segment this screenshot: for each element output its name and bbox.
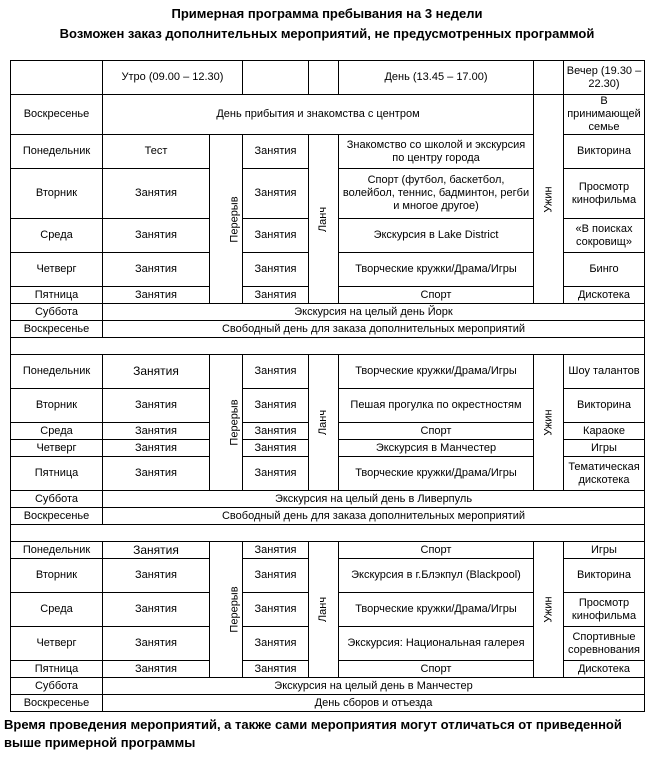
afternoon-cell: Спорт <box>339 423 534 440</box>
day-cell: Пятница <box>11 457 103 491</box>
evening-cell: Бинго <box>564 253 645 287</box>
header-row <box>11 61 645 95</box>
day-cell: Воскресенье <box>11 321 103 338</box>
evening-cell: «В поисках сокровищ» <box>564 219 645 253</box>
morning2-cell: Занятия <box>243 219 309 253</box>
evening-cell: Спортивные соревнования <box>564 627 645 661</box>
evening-cell: Игры <box>564 440 645 457</box>
day-cell: Вторник <box>11 169 103 219</box>
header-day: День (13.45 – 17.00) <box>339 61 534 95</box>
afternoon-cell: Спорт (футбол, баскетбол, волейбол, теннис, бадминтон, регби и многое другое) <box>339 169 534 219</box>
afternoon-cell: Пешая прогулка по окрестностям <box>339 389 534 423</box>
morning1-cell: Занятия <box>103 661 210 678</box>
dinner-break-cell: Ужин <box>534 95 564 304</box>
day-cell: Вторник <box>11 389 103 423</box>
morning1-cell: Занятия <box>103 440 210 457</box>
morning1-cell: Занятия <box>103 627 210 661</box>
day-cell: Пятница <box>11 287 103 304</box>
evening-cell: Викторина <box>564 135 645 169</box>
morning2-cell: Занятия <box>243 253 309 287</box>
full-day-cell: День сборов и отъезда <box>103 695 645 712</box>
header-empty-cell <box>534 61 564 95</box>
table-row <box>11 355 645 389</box>
evening-cell: Дискотека <box>564 287 645 304</box>
page-subtitle: Возможен заказ дополнительных мероприятий, не предусмотренных программой <box>59 26 595 41</box>
morning1-cell: Занятия <box>103 559 210 593</box>
header-empty-cell <box>11 61 103 95</box>
day-cell: Суббота <box>11 491 103 508</box>
full-day-cell: Свободный день для заказа дополнительных мероприятий <box>103 508 645 525</box>
morning2-cell: Занятия <box>243 135 309 169</box>
morning1-cell: Тест <box>103 135 210 169</box>
afternoon-cell: Экскурсия: Национальная галерея <box>339 627 534 661</box>
footer-note: Время проведения мероприятий, а также сами мероприятия могут отличаться от приведенной выше примерной программы <box>4 717 622 750</box>
afternoon-cell: Знакомство со школой и экскурсия по центру города <box>339 135 534 169</box>
morning2-cell: Занятия <box>243 440 309 457</box>
day-cell: Понедельник <box>11 355 103 389</box>
merged-activity-cell: День прибытия и знакомства с центром <box>103 95 534 135</box>
evening-cell: Шоу талантов <box>564 355 645 389</box>
header-empty-cell <box>309 61 339 95</box>
morning2-cell: Занятия <box>243 542 309 559</box>
lunch-break-cell: Ланч <box>309 135 339 304</box>
day-cell: Среда <box>11 593 103 627</box>
morning2-cell: Занятия <box>243 287 309 304</box>
evening-cell: Викторина <box>564 559 645 593</box>
morning2-cell: Занятия <box>243 169 309 219</box>
evening-cell: Караоке <box>564 423 645 440</box>
table-row <box>11 95 645 135</box>
morning1-cell: Занятия <box>103 287 210 304</box>
day-cell: Среда <box>11 423 103 440</box>
morning2-cell: Занятия <box>243 457 309 491</box>
afternoon-cell: Спорт <box>339 542 534 559</box>
morning2-cell: Занятия <box>243 661 309 678</box>
afternoon-cell: Творческие кружки/Драма/Игры <box>339 355 534 389</box>
table-row <box>11 695 645 712</box>
evening-cell: В принимающей семье <box>564 95 645 135</box>
day-cell: Среда <box>11 219 103 253</box>
evening-cell: Дискотека <box>564 661 645 678</box>
day-cell: Пятница <box>11 661 103 678</box>
dinner-break-cell: Ужин <box>534 355 564 491</box>
day-cell: Воскресенье <box>11 95 103 135</box>
evening-cell: Викторина <box>564 389 645 423</box>
morning1-cell: Занятия <box>103 542 210 559</box>
header-empty-cell <box>243 61 309 95</box>
table-row <box>11 491 645 508</box>
lunch-break-cell: Ланч <box>309 542 339 678</box>
morning1-cell: Занятия <box>103 389 210 423</box>
table-row <box>11 321 645 338</box>
afternoon-cell: Спорт <box>339 661 534 678</box>
morning2-cell: Занятия <box>243 423 309 440</box>
morning1-cell: Занятия <box>103 355 210 389</box>
morning1-cell: Занятия <box>103 423 210 440</box>
day-cell: Понедельник <box>11 135 103 169</box>
full-day-cell: Экскурсия на целый день в Ливерпуль <box>103 491 645 508</box>
evening-cell: Просмотр кинофильма <box>564 593 645 627</box>
header-morning: Утро (09.00 – 12.30) <box>103 61 243 95</box>
afternoon-cell: Экскурсия в Lake District <box>339 219 534 253</box>
afternoon-cell: Творческие кружки/Драма/Игры <box>339 593 534 627</box>
day-cell: Вторник <box>11 559 103 593</box>
lunch-break-cell: Ланч <box>309 355 339 491</box>
morning2-cell: Занятия <box>243 627 309 661</box>
pause-break-cell: Перерыв <box>210 542 243 678</box>
dinner-break-cell: Ужин <box>534 542 564 678</box>
day-cell: Суббота <box>11 678 103 695</box>
afternoon-cell: Творческие кружки/Драма/Игры <box>339 457 534 491</box>
morning1-cell: Занятия <box>103 253 210 287</box>
full-day-cell: Экскурсия на целый день в Манчестер <box>103 678 645 695</box>
afternoon-cell: Экскурсия в г.Блэкпул (Blackpool) <box>339 559 534 593</box>
page-title: Примерная программа пребывания на 3 недели <box>171 6 483 21</box>
day-cell: Четверг <box>11 627 103 661</box>
day-cell: Суббота <box>11 304 103 321</box>
morning1-cell: Занятия <box>103 593 210 627</box>
evening-cell: Просмотр кинофильма <box>564 169 645 219</box>
day-cell: Воскресенье <box>11 695 103 712</box>
header-evening: Вечер (19.30 – 22.30) <box>564 61 645 95</box>
day-cell: Воскресенье <box>11 508 103 525</box>
table-row <box>11 678 645 695</box>
morning1-cell: Занятия <box>103 219 210 253</box>
morning2-cell: Занятия <box>243 559 309 593</box>
morning2-cell: Занятия <box>243 355 309 389</box>
full-day-cell: Свободный день для заказа дополнительных мероприятий <box>103 321 645 338</box>
table-row <box>11 508 645 525</box>
day-cell: Понедельник <box>11 542 103 559</box>
full-day-cell: Экскурсия на целый день Йорк <box>103 304 645 321</box>
pause-break-cell: Перерыв <box>210 355 243 491</box>
afternoon-cell: Творческие кружки/Драма/Игры <box>339 253 534 287</box>
evening-cell: Игры <box>564 542 645 559</box>
evening-cell: Тематическая дискотека <box>564 457 645 491</box>
afternoon-cell: Экскурсия в Манчестер <box>339 440 534 457</box>
morning2-cell: Занятия <box>243 593 309 627</box>
week-separator <box>11 338 645 355</box>
pause-break-cell: Перерыв <box>210 135 243 304</box>
day-cell: Четверг <box>11 253 103 287</box>
morning2-cell: Занятия <box>243 389 309 423</box>
schedule-table <box>10 60 645 712</box>
morning1-cell: Занятия <box>103 169 210 219</box>
day-cell: Четверг <box>11 440 103 457</box>
afternoon-cell: Спорт <box>339 287 534 304</box>
table-row <box>11 304 645 321</box>
table-row <box>11 542 645 559</box>
week-separator <box>11 525 645 542</box>
morning1-cell: Занятия <box>103 457 210 491</box>
